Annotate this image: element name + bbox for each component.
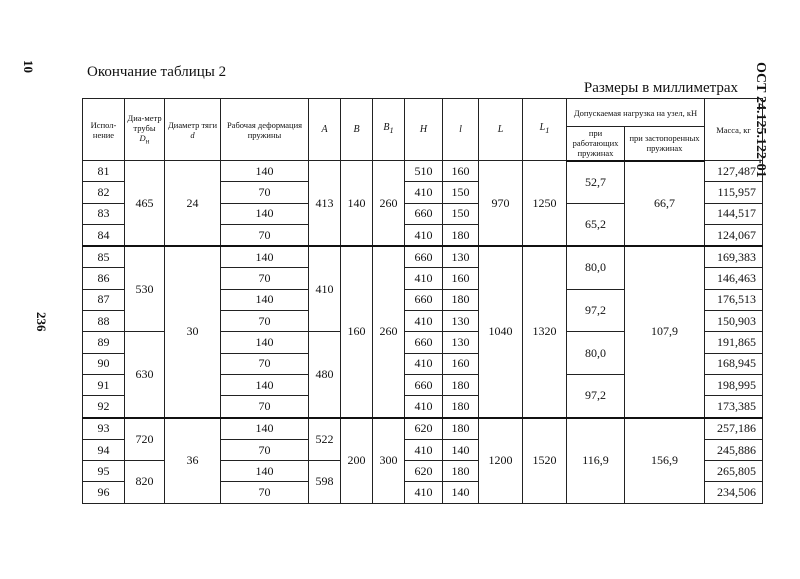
cell-mass: 144,517 [705,203,763,224]
cell-H: 660 [405,203,443,224]
cell-rab: 52,7 [567,161,625,204]
cell-def: 70 [221,439,309,460]
cell-A: 598 [309,461,341,504]
cell-B1: 300 [373,418,405,504]
document-code: ОСТ 24.125.122-01 [753,62,768,178]
cell-l: 180 [443,224,479,246]
units-note: Размеры в миллиметрах [583,80,738,96]
cell-def: 140 [221,161,309,182]
cell-H: 620 [405,418,443,440]
cell-isp: 88 [83,311,125,332]
cell-mass: 124,067 [705,224,763,246]
cell-zast: 107,9 [625,246,705,417]
cell-l: 130 [443,246,479,268]
col-B1-sym: B [383,122,390,133]
col-H: H [405,99,443,161]
cell-rab: 97,2 [567,289,625,332]
cell-mass: 115,957 [705,182,763,203]
cell-A: 410 [309,246,341,332]
cell-isp: 92 [83,396,125,418]
table-row [83,161,763,182]
cell-L1: 1250 [523,161,567,247]
cell-mass: 169,383 [705,246,763,268]
col-diam-truby-label: Диа-метр трубы [127,112,162,133]
col-B1 [373,99,405,161]
cell-B: 160 [341,246,373,417]
cell-l: 180 [443,461,479,482]
cell-mass: 234,506 [705,482,763,503]
cell-mass: 127,487 [705,161,763,182]
cell-mass: 191,865 [705,332,763,353]
cell-l: 150 [443,182,479,203]
col-ispolnenie: Испол-нение [83,99,125,161]
cell-l: 130 [443,311,479,332]
cell-H: 410 [405,268,443,289]
cell-H: 410 [405,311,443,332]
cell-mass: 198,995 [705,374,763,395]
cell-rab: 116,9 [567,418,625,504]
col-diam-tyagi-label: Диаметр тяги [167,119,217,130]
cell-isp: 82 [83,182,125,203]
cell-isp: 93 [83,418,125,440]
cell-dn: 630 [125,332,165,418]
cell-A: 480 [309,332,341,418]
col-A: A [309,99,341,161]
cell-isp: 95 [83,461,125,482]
cell-H: 620 [405,461,443,482]
cell-isp: 96 [83,482,125,503]
col-B1-sub: 1 [389,126,394,135]
cell-rab: 65,2 [567,203,625,246]
cell-l: 160 [443,161,479,182]
cell-rab: 80,0 [567,246,625,289]
cell-L: 970 [479,161,523,247]
cell-def: 70 [221,224,309,246]
col-L1-sub: 1 [545,126,550,135]
cell-mass: 146,463 [705,268,763,289]
table-row [83,246,763,268]
cell-H: 410 [405,353,443,374]
cell-l: 160 [443,268,479,289]
cell-L1: 1320 [523,246,567,417]
col-dop-nagr: Допускаемая нагрузка на узел, кН [567,99,705,127]
cell-L: 1200 [479,418,523,504]
col-pri-zast: при застопоренных пружинах [625,127,705,161]
cell-H: 410 [405,482,443,503]
cell-l: 180 [443,289,479,310]
col-pri-rab: при работающих пружинах [567,127,625,161]
cell-def: 140 [221,461,309,482]
cell-isp: 87 [83,289,125,310]
cell-d: 24 [165,161,221,247]
cell-def: 140 [221,289,309,310]
cell-H: 660 [405,246,443,268]
cell-isp: 84 [83,224,125,246]
cell-l: 140 [443,439,479,460]
col-diam-truby-sub: н [145,137,150,146]
cell-isp: 91 [83,374,125,395]
cell-mass: 173,385 [705,396,763,418]
cell-l: 150 [443,203,479,224]
cell-B1: 260 [373,246,405,417]
cell-def: 140 [221,418,309,440]
cell-def: 140 [221,203,309,224]
cell-mass: 176,513 [705,289,763,310]
col-diam-tyagi [165,99,221,161]
cell-isp: 81 [83,161,125,182]
cell-l: 180 [443,374,479,395]
cell-isp: 90 [83,353,125,374]
col-diam-tyagi-sym: d [190,129,195,140]
cell-B1: 260 [373,161,405,247]
cell-d: 36 [165,418,221,504]
cell-mass: 245,886 [705,439,763,460]
cell-isp: 86 [83,268,125,289]
col-B: B [341,99,373,161]
col-L: L [479,99,523,161]
cell-dn: 530 [125,246,165,332]
cell-l: 180 [443,418,479,440]
cell-H: 410 [405,182,443,203]
cell-l: 160 [443,353,479,374]
cell-l: 180 [443,396,479,418]
cell-H: 660 [405,332,443,353]
side-number: 10 [21,60,36,73]
cell-H: 660 [405,289,443,310]
cell-H: 410 [405,439,443,460]
cell-def: 140 [221,246,309,268]
cell-l: 130 [443,332,479,353]
cell-mass: 257,186 [705,418,763,440]
cell-dn: 465 [125,161,165,247]
cell-mass: 150,903 [705,311,763,332]
cell-l: 140 [443,482,479,503]
springs-table [82,98,763,504]
cell-H: 410 [405,224,443,246]
col-l: l [443,99,479,161]
cell-A: 413 [309,161,341,247]
cell-H: 510 [405,161,443,182]
cell-isp: 83 [83,203,125,224]
col-L1 [523,99,567,161]
cell-L1: 1520 [523,418,567,504]
cell-B: 140 [341,161,373,247]
cell-def: 70 [221,268,309,289]
cell-H: 410 [405,396,443,418]
cell-isp: 94 [83,439,125,460]
cell-L: 1040 [479,246,523,417]
col-rab-def: Рабочая деформация пружины [221,99,309,161]
cell-def: 70 [221,353,309,374]
table-row [83,418,763,440]
cell-mass: 265,805 [705,461,763,482]
table-title: Окончание таблицы 2 [87,64,227,80]
page-number: 236 [34,312,49,332]
cell-def: 140 [221,332,309,353]
cell-isp: 85 [83,246,125,268]
cell-def: 70 [221,311,309,332]
cell-H: 660 [405,374,443,395]
cell-def: 70 [221,482,309,503]
cell-B: 200 [341,418,373,504]
col-L1-sym: L [539,122,546,133]
cell-def: 70 [221,182,309,203]
cell-def: 140 [221,374,309,395]
cell-A: 522 [309,418,341,461]
cell-dn: 820 [125,461,165,504]
cell-zast: 66,7 [625,161,705,247]
cell-dn: 720 [125,418,165,461]
cell-isp: 89 [83,332,125,353]
cell-zast: 156,9 [625,418,705,504]
cell-rab: 97,2 [567,374,625,417]
cell-d: 30 [165,246,221,417]
cell-def: 70 [221,396,309,418]
col-diam-truby [125,99,165,161]
cell-rab: 80,0 [567,332,625,375]
col-massa: Масса, кг [705,99,763,161]
col-diam-truby-sym: D [139,132,146,143]
cell-mass: 168,945 [705,353,763,374]
